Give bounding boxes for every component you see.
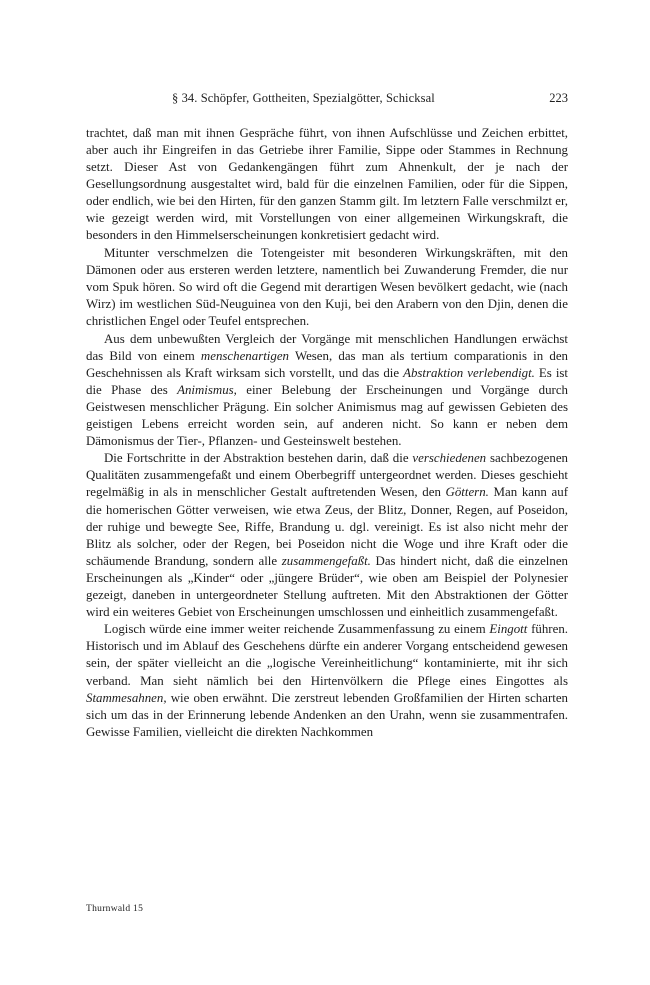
paragraph <box>86 621 568 740</box>
emphasis: Animismus, <box>177 382 237 397</box>
emphasis: Abstraktion verlebendigt. <box>403 365 535 380</box>
text-run: Es ist die Phase des <box>86 365 569 397</box>
paragraph <box>86 331 568 450</box>
text-run: wie oben erwähnt. Die zerstreut lebenden Großfamilien der Hirten scharten sich um das in der Erinnerung lebende Andenken an den Urahn, wenn sie zusammentrafen. Gewisse Familien, vielleicht die direkten Nachkommen <box>86 690 568 739</box>
text-run: Aus dem unbewußten Vergleich der Vorgänge mit menschlichen Handlungen erwächst das Bild von einem <box>86 331 568 363</box>
text-run: Die Fortschritte in der Abstraktion bestehen darin, daß die <box>104 451 413 466</box>
text-run: sachbezogenen Qualitäten zusammengefaßt und einem Oberbegriff untergeordnet werden. Dieses geschieht regelmäßig in als in menschlicher Gestalt auftretenden Wesen, den <box>86 451 568 500</box>
paragraph <box>86 450 568 620</box>
text-run: einer Belebung der Erscheinungen und Vorgänge durch Geistwesen menschlicher Prägung. Ein solcher Animismus mag auf gewissen Gebieten des geistigen Lebens erreicht worden sein, auf anderen nicht. So kann er neben dem Dämonismus der Tier-, Pflanzen- und Gesteinswelt bestehen. <box>86 382 568 448</box>
emphasis: Stammesahnen, <box>86 690 167 705</box>
page-footer <box>86 904 143 914</box>
emphasis: Eingott <box>489 622 528 637</box>
body-text <box>86 125 568 741</box>
emphasis: Göttern. <box>445 485 489 500</box>
emphasis: zusammengefaßt. <box>281 553 371 568</box>
paragraph <box>86 245 568 330</box>
running-head: § 34. Schöpfer, Gottheiten, Spezialgötter, Schicksal <box>172 91 435 105</box>
signature-mark: Thurnwald 15 <box>86 904 144 914</box>
text-run: Das hindert nicht, daß die einzelnen Erscheinungen als „Kinder“ oder „jüngere Brüder“, wie oben am Beispiel der Polynesier gezeigt, daneben in untergeordneter Stellung auftreten. Mit den Abstraktionen der Götter wird ein weiteres Gebiet von Erscheinungen umschlossen und einheitlich zusammengefaßt. <box>86 553 568 619</box>
emphasis: menschenartigen <box>200 348 289 363</box>
text-run: Mitunter verschmelzen die Totengeister mit besonderen Wirkungskräften, mit den Dämonen oder aus ersteren werden letztere, namentlich bei Zuwanderung Fremder, die nur vom Spuk hören. So wird oft die Gegend mit derartigen Wesen bevölkert gedacht, wie (nach Wirz) im westlichen Süd-Neuguinea von den Kuji, bei den Arabern von den Djin, denen die christlichen Engel oder Teufel entsprechen. <box>86 245 568 329</box>
paragraph <box>86 125 568 244</box>
text-run: führen. Historisch und im Ablauf des Geschehens dürfte ein anderer Vorgang entscheidend gewesen sein, der später vielleicht an die „logische Vereinheitlichung“ kontaminierte, mit ihr sich verband. Man sieht nämlich bei den Hirtenvölkern die Pflege eines Eingottes als <box>86 622 568 688</box>
text-run: Wesen, das man als tertium comparationis in den Geschehnissen als Kraft wirksam sich vorstellt, und das die <box>86 348 568 380</box>
emphasis: verschiedenen <box>412 451 487 466</box>
text-run: trachtet, daß man mit ihnen Gespräche führt, von ihnen Aufschlüsse und Zeichen erbittet, aber auch ihr Eingreifen in das Getriebe ihrer Familie, Sippe oder Stammes in Rechnung setzt. Dieser Ast von Gedankengängen führt zum Ahnenkult, der je nach der Gesellungsordnung ausgestaltet wird, bald für die einzelnen Familien, oder für die Sippen, oder endlich, wie bei den Hirten, für den ganzen Stamm gilt. Im letztern Falle verschmilzt er, wie gezeigt werden wird, mit Vorstellungen von einer allgemeinen Wirkungskraft, die besonders in den Himmelserscheinungen konkretisiert gedacht wird. <box>86 126 568 243</box>
text-run: Man kann auf die homerischen Götter verweisen, wie etwa Zeus, der Blitz, Donner, Regen, auf Poseidon, der ruhige und bewegte See, Riffe, Brandung u. dgl. vereinigt. Es ist also nicht mehr der Blitz als solcher, oder der Regen, bei Poseidon nicht die Woge und ihre Kraft oder die schäumende Brandung, sondern alle <box>86 485 568 568</box>
page-number: 223 <box>549 91 568 105</box>
text-run: Logisch würde eine immer weiter reichende Zusammenfassung zu einem <box>104 622 490 637</box>
